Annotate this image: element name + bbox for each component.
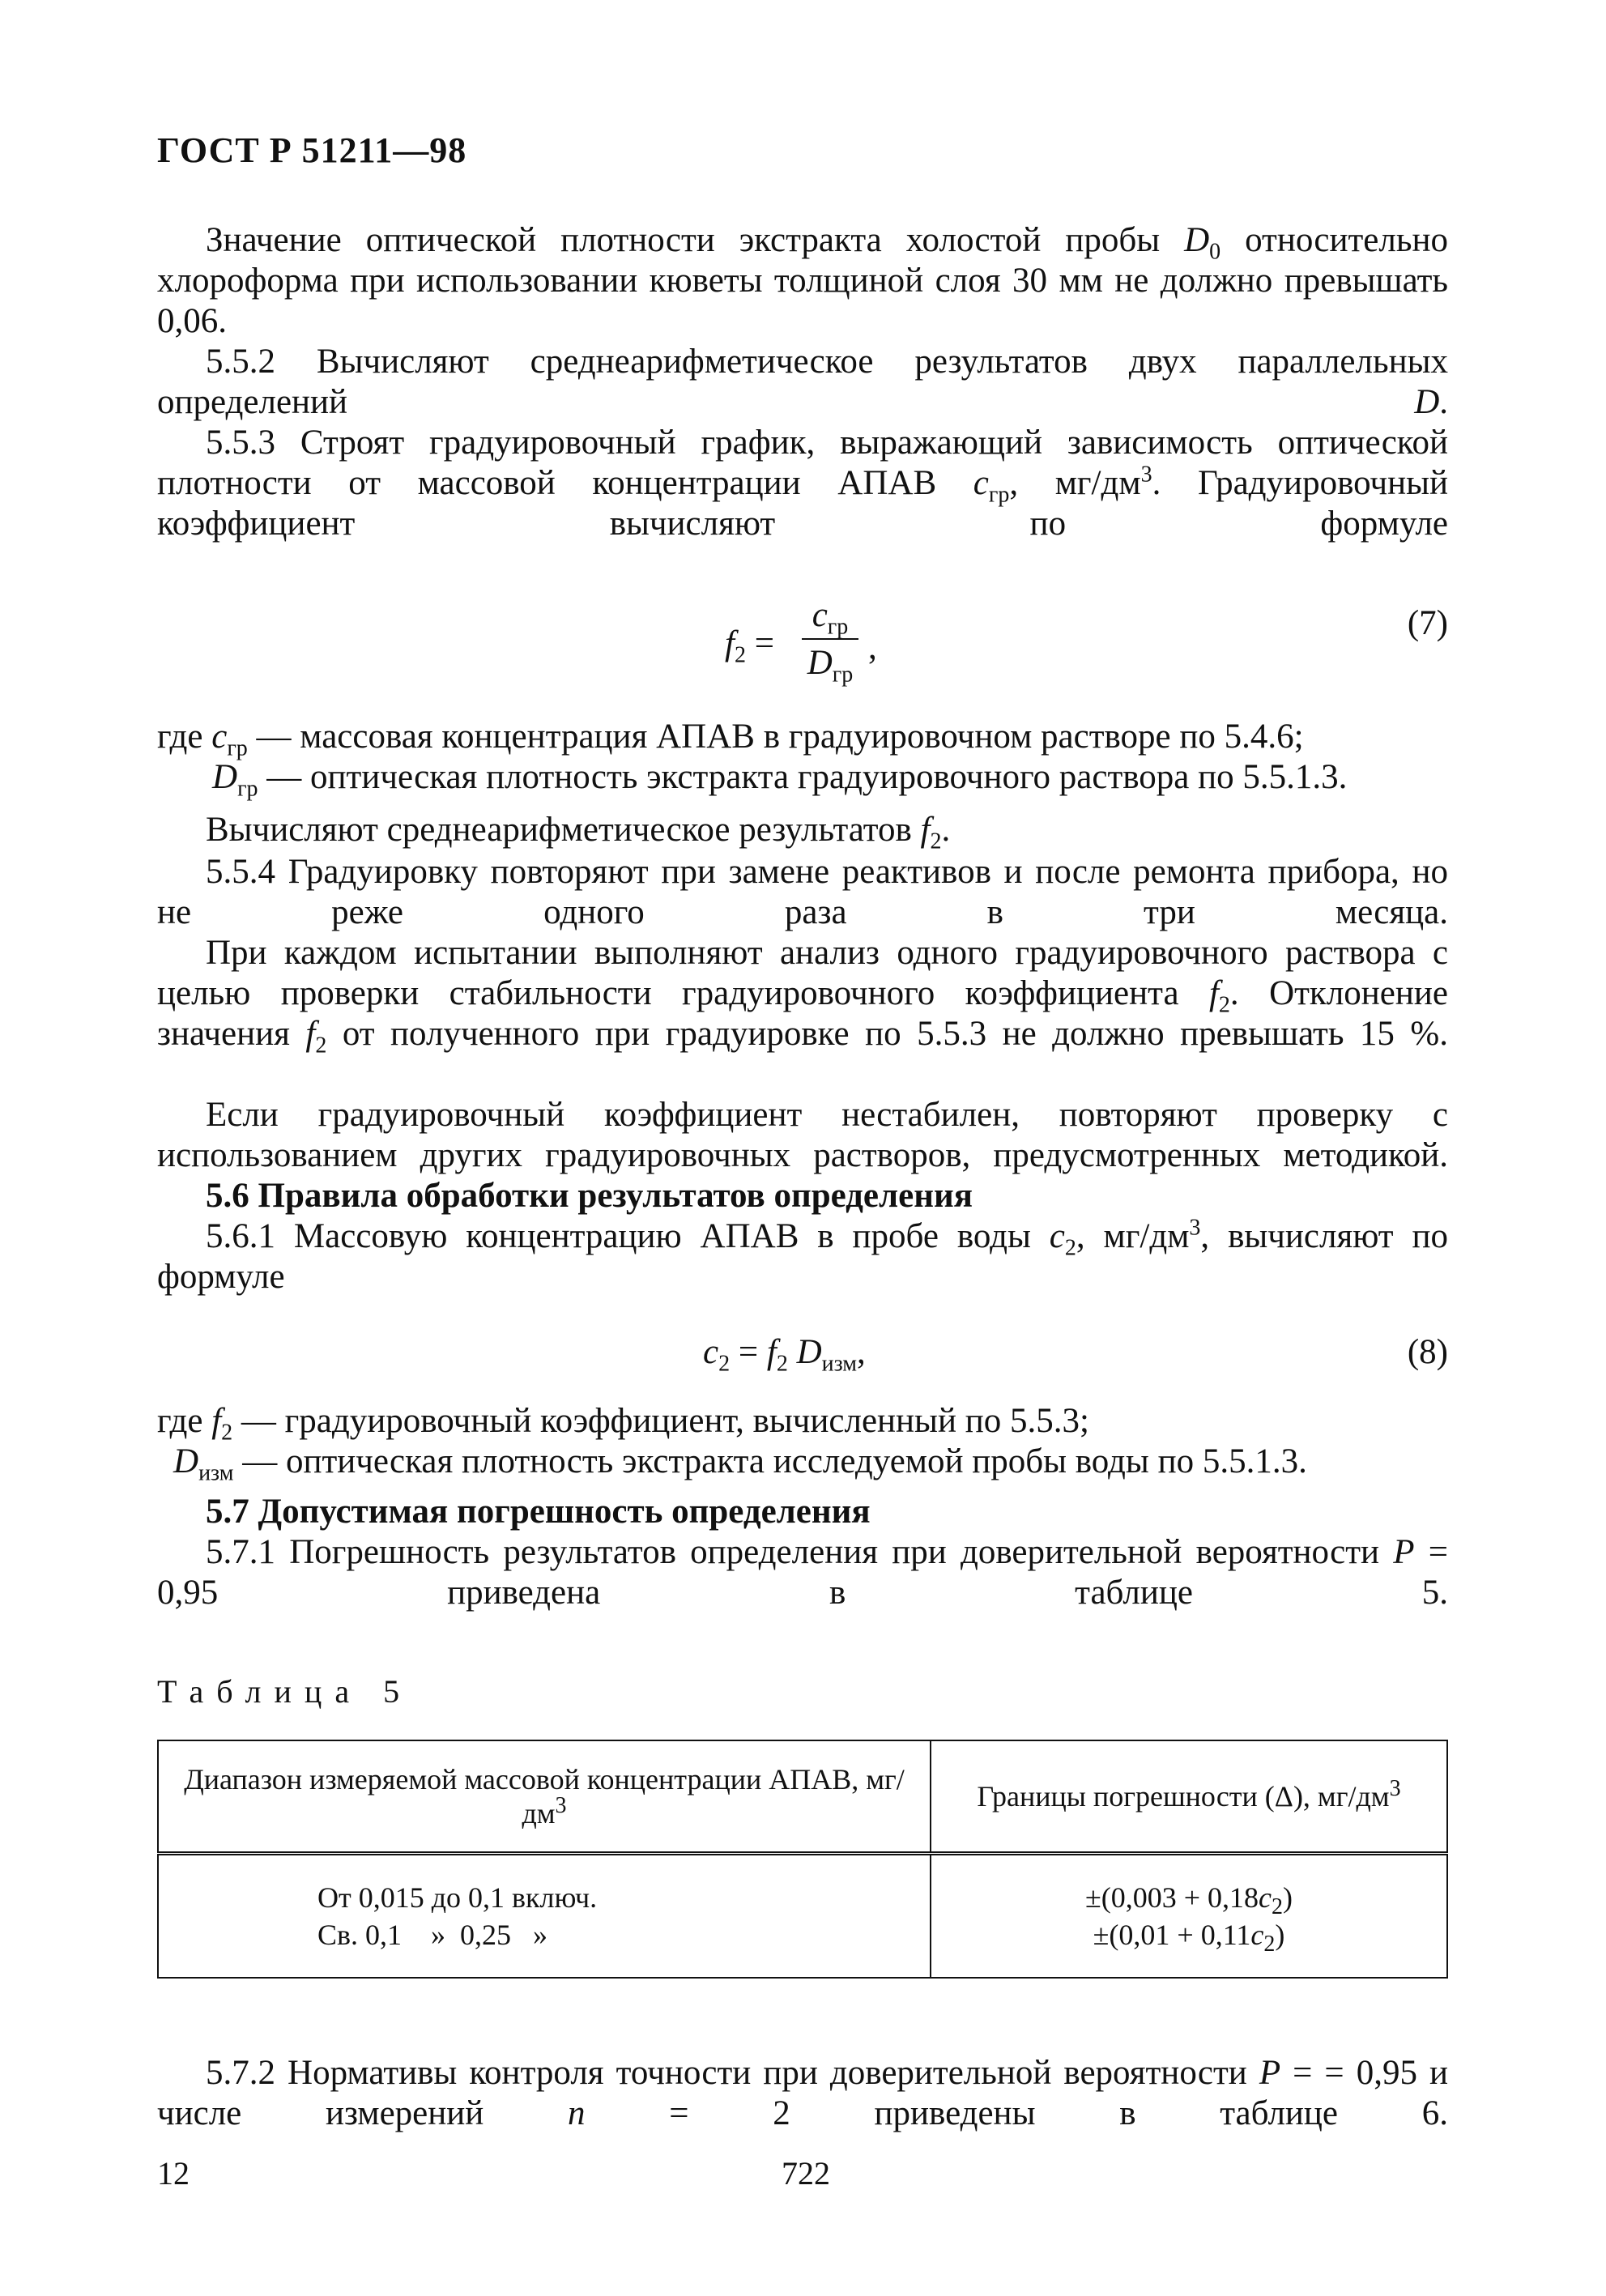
table-5-caption: Таблица 5	[157, 1673, 413, 1710]
page-number-left: 12	[157, 2155, 190, 2192]
paragraph-unstable: Если градуировочный коэффициент нестабилен, повторяют проверку с использованием других градуировочных растворов, предусмотренных методикой.	[157, 1096, 1448, 1174]
table-row	[158, 1854, 1447, 1979]
document-header: ГОСТ Р 51211—98	[157, 130, 467, 170]
where-8-line-1: где $f_2$ — градуировочный коэффициент, вычисленный по 5.5.3;	[157, 1402, 1089, 1446]
formula-7-tail: ,	[868, 628, 877, 667]
paragraph-5-7-2: 5.7.2 Нормативы контроля точности при доверительной вероятности P = = 0,95 и числе измерений n = 2 приведены в таблице 6.	[157, 2054, 1448, 2132]
heading-5-7: 5.7 Допустимая погрешность определения	[206, 1493, 871, 1531]
table-limit-row-2: $\pm(0,01 + 0,11c_2)$	[1093, 1919, 1285, 1957]
table-limit-row-1: $\pm(0,003 + 0,18c_2)$	[1084, 1881, 1293, 1920]
heading-5-6: 5.6 Правила обработки результатов определения	[206, 1177, 973, 1215]
paragraph-5-6-1: 5.6.1 Массовую концентрацию АПАВ в пробе воды $c_2$, $мг/дм^3$, вычисляют по формуле	[157, 1215, 1449, 1296]
page-number-center: 722	[782, 2155, 830, 2192]
formula-8-number: (8)	[1407, 1333, 1448, 1371]
paragraph-5-7-1: 5.7.1 Погрешность результатов определения при доверительной вероятности P = 0,95 приведена в таблице 5.	[157, 1533, 1448, 1612]
table-range-row-1: От 0,015 до 0,1 включ.	[317, 1881, 598, 1914]
where-8-line-2: $D_{изм}$ — оптическая плотность экстракта исследуемой пробы воды по 5.5.1.3.	[173, 1442, 1307, 1486]
formula-8: $c_2 = f_2$ $D_{изм}$,	[703, 1333, 866, 1377]
where-7-line-1: где $c_{гр}$ — массовая концентрация АПАВ в градуировочном растворе по 5.4.6;	[157, 718, 1304, 761]
fraction-numerator: $c_{гр}$	[812, 596, 849, 640]
paragraph-mean-f2: Вычисляют среднеарифметическое результатов $f_2$.	[206, 811, 951, 854]
paragraph-blank-sample: Значение оптической плотности экстракта холостой пробы $D_0$ относительно хлороформа при использовании кюветы толщиной слоя 30 мм не должно превышать 0,06.	[157, 221, 1448, 340]
table-5	[157, 1740, 1448, 1979]
fraction-denominator: $D_{гр}$	[807, 644, 854, 688]
paragraph-5-5-3: 5.5.3 Строят градуировочный график, выражающий зависимость оптической плотности от массовой концентрации АПАВ $c_{гр}$, $мг/дм^3$. Градуировочный коэффициент вычисляют по формуле	[157, 424, 1448, 543]
table-cell-ranges	[158, 1854, 931, 1979]
table-cell-limits	[931, 1854, 1447, 1979]
where-7-line-2: $D_{гр}$ — оптическая плотность экстракта градуировочного раствора по 5.5.1.3.	[212, 758, 1348, 802]
table-range-row-2: Св. 0,1 » 0,25 »	[317, 1919, 548, 1951]
paragraph-each-test: При каждом испытании выполняют анализ одного градуировочного раствора с целью проверки стабильности градуировочного коэффициента $f_2$. Отклонение значения $f_2$ от полученного при градуировке по 5.5.3 не должно превышать 15 %.	[157, 934, 1449, 1059]
paragraph-5-5-2: 5.5.2 Вычисляют среднеарифметическое результатов двух параллельных определений D.	[157, 343, 1448, 421]
formula-7-number: (7)	[1407, 604, 1448, 642]
formula-7-fraction	[798, 595, 863, 688]
table-header-limits: Границы погрешности (Δ), $мг/дм^3$	[931, 1740, 1447, 1854]
formula-7-lhs: $f_2$ =	[725, 624, 774, 668]
paragraph-5-5-4: 5.5.4 Градуировку повторяют при замене реактивов и после ремонта прибора, но не реже одного раза в три месяца.	[157, 853, 1448, 931]
table-header-range: Диапазон измеряемой массовой концентрации АПАВ, $мг/дм^3$	[158, 1740, 931, 1854]
table-header-row	[158, 1740, 1447, 1854]
